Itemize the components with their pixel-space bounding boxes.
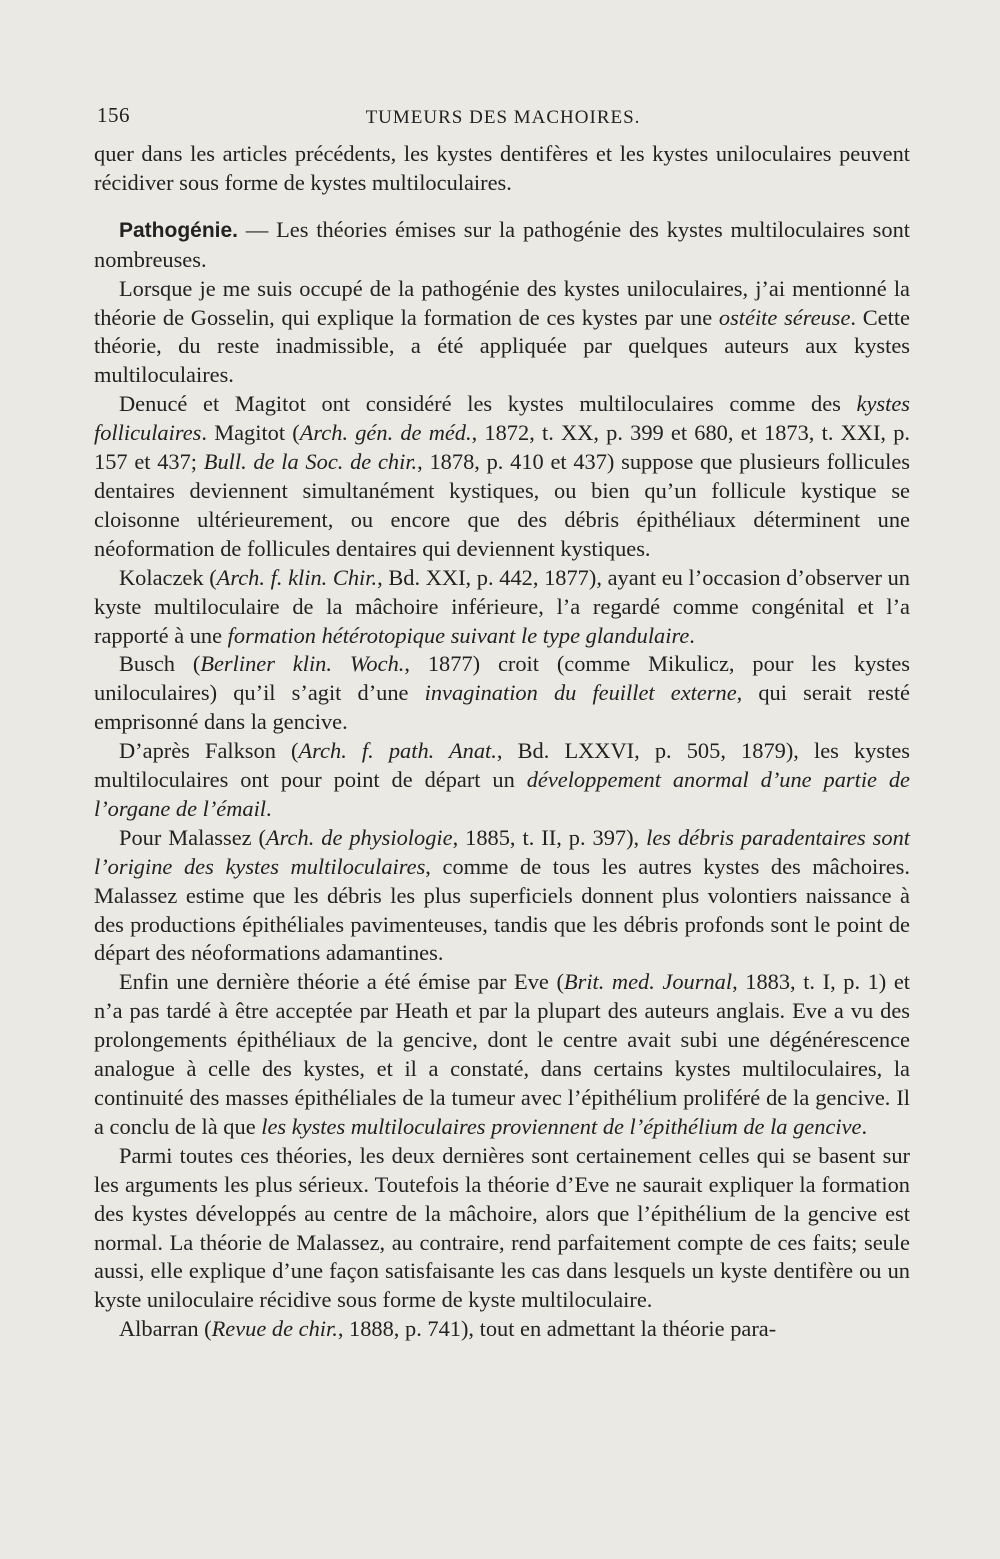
paragraph — [94, 1315, 910, 1344]
paragraph — [94, 140, 910, 198]
text-run: — Les théories émises sur la pathogénie des kystes multiloculaires sont nombreuses. — [94, 216, 910, 272]
text-run: , 1877) croit (comme Mikulicz, pour les kystes uniloculaires) qu’il s’agit d’une — [94, 651, 911, 706]
text-run: Pour Malassez ( — [119, 824, 266, 850]
italic-text: les kystes multiloculaires proviennent de l’épithélium de la gencive — [261, 1113, 862, 1139]
italic-text: kystes folliculaires — [94, 391, 910, 446]
italic-text: Arch. de physiologie — [266, 824, 453, 850]
paragraph — [94, 564, 910, 651]
page-number: 156 — [97, 103, 130, 127]
italic-text: développement anormal d’une partie de l’organe de l’émail — [94, 767, 910, 821]
text-run: , 1888, p. 741), tout en admettant la théorie para- — [337, 1316, 777, 1342]
paragraph — [94, 824, 910, 969]
text-run: , comme de tous les autres kystes des mâchoires. Malassez estime que les débris les plus superficiels donnent plus volontiers naissance à des productions épithéliales pavimenteuses, tandis que les débris profonds sont le point de départ des néoformations adamantines. — [94, 853, 910, 966]
italic-text: Brit. med. Journal — [563, 969, 733, 995]
text-run: Parmi toutes ces théories, les deux dernières sont certainement celles qui se basent sur les arguments les plus sérieux. Toutefois la théorie d’Eve ne saurait expliquer la formation des kystes développés au centre de la mâchoire, alors que l’épithélium de la gencive est normal. La théorie de Malassez, au contraire, rend parfaitement compte de ces faits; seule aussi, elle explique d’une façon satisfaisante les cas dans lesquels un kyste dentifère ou un kyste uniloculaire récidive sous forme de kyste multiloculaire. — [94, 1142, 910, 1313]
paragraph — [94, 968, 910, 1141]
text-run: , 1883, t. I, p. 1) et n’a pas tardé à être acceptée par Heath et par la plupart des auteurs anglais. Eve a vu des prolongements épithéliaux de la gencive, dont le centre avait subi une dégénérescence analogue à celle des kystes, et il a constaté, dans certains kystes multiloculaires, la continuité des masses épithéliales de la tumeur avec l’épithélium proliféré de la gencive. Il a conclu de là que — [94, 969, 911, 1139]
text-run: quer dans les articles précédents, les kystes dentifères et les kystes uniloculaires peuvent récidiver sous forme de kystes multiloculaires. — [94, 141, 910, 195]
italic-text: les débris paradentaires sont l’origine des kystes multiloculaires — [94, 824, 910, 879]
text-run: , 1872, t. XX, p. 399 et 680, et 1873, t. XXI, p. 157 et 437; — [94, 420, 911, 475]
italic-text: formation hétérotopique suivant le type glandulaire — [227, 622, 690, 648]
text-run: . — [861, 1113, 868, 1139]
paragraph — [94, 737, 910, 824]
paragraph — [94, 275, 910, 391]
paragraph — [94, 390, 910, 563]
text-run: Busch ( — [119, 651, 201, 677]
text-run: Kolaczek ( — [119, 564, 217, 590]
running-head: TUMEURS DES MACHOIRES. — [365, 107, 641, 128]
paragraph — [94, 1142, 910, 1315]
text-run: Albarran ( — [119, 1316, 212, 1342]
text-run: , Bd. XXI, p. 442, 1877), ayant eu l’occasion d’observer un kyste multiloculaire de la mâchoire inférieure, l’a regardé comme congénital et l’a rapporté à une — [94, 564, 910, 648]
italic-text: Arch. f. path. Anat. — [298, 738, 497, 764]
text-run: . — [266, 795, 272, 821]
italic-text: Berliner klin. Woch. — [200, 651, 405, 677]
text-run: , qui serait resté emprisonné dans la gencive. — [94, 680, 910, 735]
italic-text: Bull. de la Soc. de chir. — [203, 449, 418, 475]
italic-text: ostéite séreuse — [718, 304, 851, 330]
text-run: , 1885, t. II, p. 397), — [452, 824, 647, 850]
text-run: . — [689, 622, 695, 648]
section-heading: Pathogénie. — [119, 218, 239, 242]
text-run: . Cette théorie, du reste inadmissible, a été appliquée par quelques auteurs aux kystes multiloculaires. — [94, 304, 910, 388]
italic-text: invagination du feuillet externe — [424, 680, 737, 706]
text-run: Denucé et Magitot ont considéré les kystes multiloculaires comme des — [119, 391, 857, 417]
text-run: Enfin une dernière théorie a été émise par Eve ( — [119, 969, 564, 995]
page-header — [97, 103, 909, 133]
text-run: . Magitot ( — [201, 420, 300, 446]
paragraph — [94, 216, 910, 275]
text-run: Lorsque je me suis occupé de la pathogénie des kystes uniloculaires, j’ai mentionné la théorie de Gosselin, qui explique la formation de ces kystes par une — [94, 275, 910, 330]
paragraph — [94, 650, 910, 737]
italic-text: Arch. gén. de méd. — [299, 420, 472, 446]
italic-text: Arch. f. klin. Chir. — [216, 564, 378, 590]
text-run: , 1878, p. 410 et 437) suppose que plusieurs follicules dentaires deviennent simultanément kystiques, ou bien qu’un follicule kystique se cloisonne ultérieurement, ou encore que des débris épithéliaux déterminent une néoformation de follicules dentaires qui deviennent kystiques. — [94, 449, 910, 561]
text-run: , Bd. LXXVI, p. 505, 1879), les kystes multiloculaires ont pour point de départ un — [94, 738, 910, 793]
italic-text: Revue de chir. — [211, 1316, 338, 1342]
text-run: D’après Falkson ( — [119, 738, 299, 764]
body-text — [94, 140, 910, 1344]
